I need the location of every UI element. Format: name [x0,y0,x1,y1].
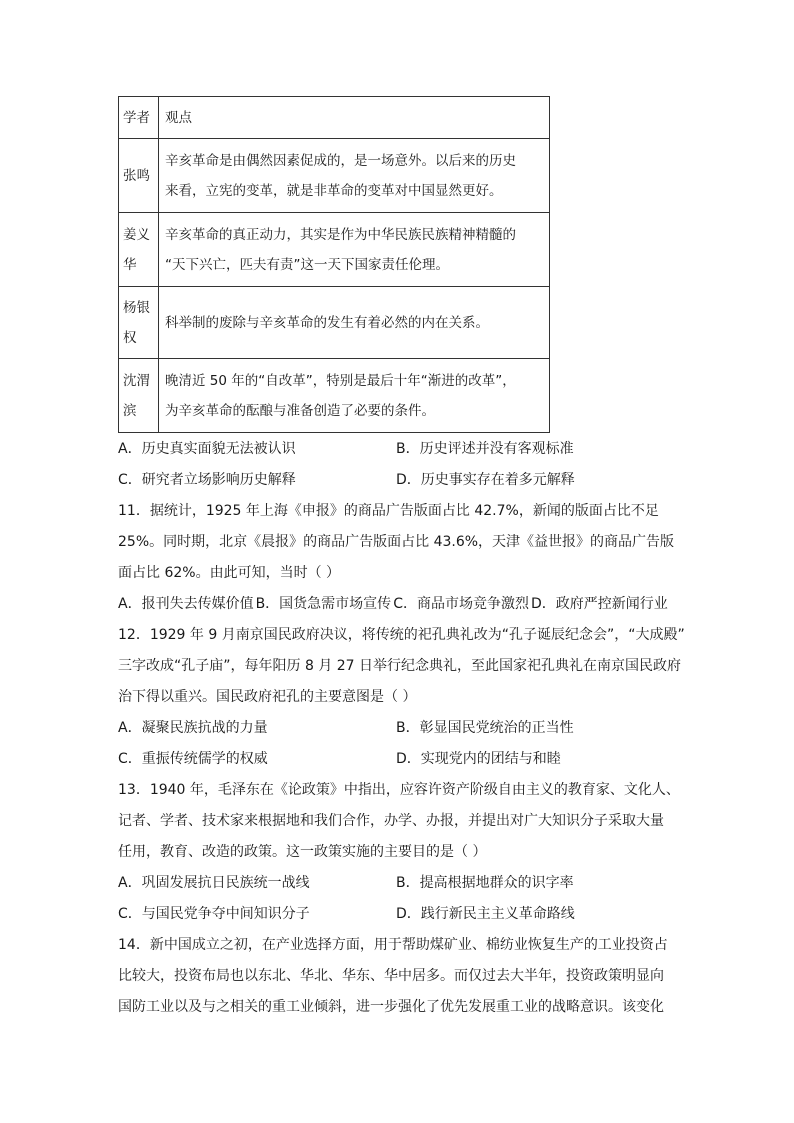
table-row [119,213,550,287]
q12-option-b[interactable]: B．彰显国民党统治的正当性 [396,720,574,736]
q11-options-row [118,589,678,620]
q12-option-d[interactable]: D．实现党内的团结与和睦 [396,751,561,767]
q12-options-row-2 [118,744,674,775]
table-row [119,359,550,433]
q11-option-b[interactable]: B．国货急需市场宣传 [255,596,392,612]
question-11: 11．据统计，1925 年上海《申报》的商品广告版面占比 42.7%，新闻的版面占比不足 25%。同时期，北京《晨报》的商品广告版面占比 43.6%，天津《益世报》的商品广告版 面占比 62%。由此可知，当时（ ） [118,503,675,581]
question-13: 13．1940 年，毛泽东在《论政策》中指出，应容许资产阶级自由主义的教育家、文化人、 记者、学者、技术家来根据地和我们合作，办学、办报，并提出对广大知识分子采取大量 任用，教育、改造的政策。这一政策实施的主要目的是（ ） [118,782,680,860]
q10-options-row-2 [118,465,674,496]
viewpoint-text: 辛亥革命的真正动力，其实是作为中华民族民族精神精髓的 “天下兴亡，匹夫有责”这一天下国家责任伦理。 [159,213,550,287]
viewpoint-text: 科举制的废除与辛亥革命的发生有着必然的内在关系。 [159,287,550,359]
question-12: 12．1929 年 9 月南京国民政府决议，将传统的祀孔典礼改为“孔子诞辰纪念会”，“大成殿” 三字改成“孔子庙”，每年阳历 8 月 27 日举行纪念典礼，至此国家祀孔典礼在南京国民政府 治下得以重兴。国民政府祀孔的主要意图是（ ） [118,627,685,705]
q13-option-a[interactable]: A．巩固发展抗日民族统一战线 [118,875,310,891]
q13-option-c[interactable]: C．与国民党争夺中间知识分子 [118,906,310,922]
q11-option-a[interactable]: A．报刊失去传媒价值 [118,596,254,612]
q10-option-c[interactable]: C．研究者立场影响历史解释 [118,472,296,488]
scholar-name: 杨银 权 [119,287,159,359]
scholar-name: 姜义 华 [119,213,159,287]
question-14: 14．新中国成立之初，在产业选择方面，用于帮助煤矿业、棉纺业恢复生产的工业投资占 比较大，投资布局也以东北、华北、华东、华中居多。而仅过去大半年，投资政策明显向 国防工业以及与之相关的重工业倾斜，进一步强化了优先发展重工业的战略意识。该变化 [118,937,668,1015]
viewpoint-text: 晚清近 50 年的“自改革”，特别是最后十年“渐进的改革”， 为辛亥革命的酝酿与准备创造了必要的条件。 [159,359,550,433]
header-scholar: 学者 [119,97,159,139]
q12-options-row-1 [118,713,674,744]
table-row [119,139,550,213]
q12-option-a[interactable]: A．凝聚民族抗战的力量 [118,720,268,736]
q11-option-d[interactable]: D．政府严控新闻行业 [530,596,668,612]
q10-option-d[interactable]: D．历史事实存在着多元解释 [396,472,575,488]
q10-options-row-1 [118,434,674,465]
q13-options-row-2 [118,899,674,930]
q13-option-d[interactable]: D．践行新民主主义革命路线 [396,906,575,922]
q12-option-c[interactable]: C．重振传统儒学的权威 [118,751,268,767]
scholar-viewpoint-table [118,96,550,433]
table-header-row [119,97,550,139]
q10-option-b[interactable]: B．历史评述并没有客观标准 [396,441,574,457]
scholar-name: 沈渭 滨 [119,359,159,433]
scholar-name: 张鸣 [119,139,159,213]
q11-option-c[interactable]: C．商品市场竞争激烈 [393,596,529,612]
table-row [119,287,550,359]
q13-options-row-1 [118,868,674,899]
header-viewpoint: 观点 [159,97,550,139]
viewpoint-text: 辛亥革命是由偶然因素促成的，是一场意外。以后来的历史 来看，立宪的变革，就是非革命的变革对中国显然更好。 [159,139,550,213]
q10-option-a[interactable]: A．历史真实面貌无法被认识 [118,441,296,457]
q13-option-b[interactable]: B．提高根据地群众的识字率 [396,875,574,891]
